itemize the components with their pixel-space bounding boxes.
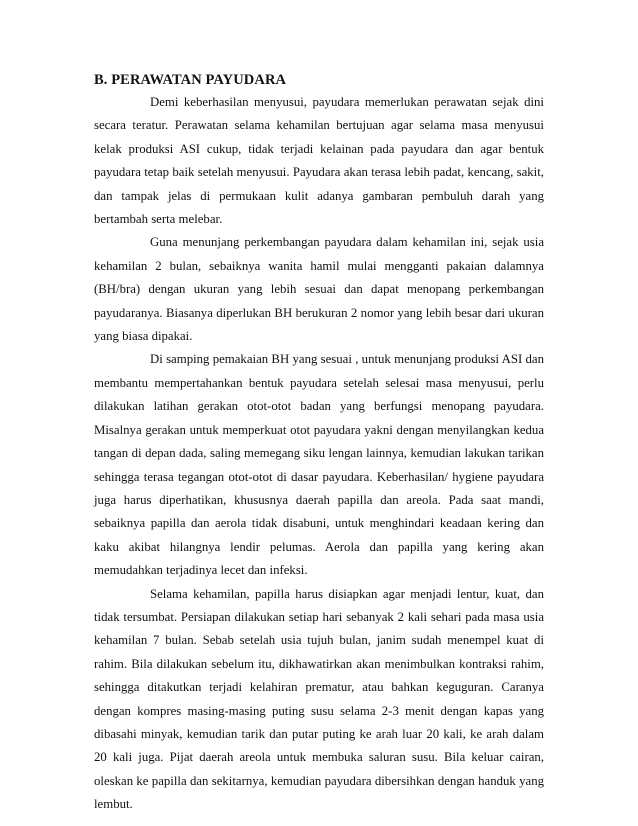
paragraph-2: Guna menunjang perkembangan payudara dalam kehamilan ini, sejak usia kehamilan 2 bulan, sebaiknya wanita hamil mulai mengganti pakaian dalamnya (BH/bra) dengan ukuran yang lebih sesuai dan dapat menopang perkembangan payudaranya. Biasanya diperlukan BH berukuran 2 nomor yang lebih besar dari ukuran yang biasa dipakai. bbox=[94, 235, 544, 344]
paragraph-1: Demi keberhasilan menyusui, payudara memerlukan perawatan sejak dini secara teratur. Perawatan selama kehamilan bertujuan agar selama masa menyusui kelak produksi ASI cukup, tidak terjadi kelainan pada payudara dan agar bentuk payudara tetap baik setelah menyusui. Payudara akan terasa lebih padat, kencang, sakit, dan tampak jelas di permukaan kulit adanya gambaran pembuluh darah yang bertambah serta melebar. bbox=[94, 95, 544, 227]
paragraph-4: Selama kehamilan, papilla harus disiapkan agar menjadi lentur, kuat, dan tidak tersumbat. Persiapan dilakukan setiap hari sebanyak 2 kali sehari pada masa usia kehamilan 7 bulan. Sebab setelah usia tujuh bulan, janim sudah menempel kuat di rahim. Bila dilakukan sebelum itu, dikhawatirkan akan menimbulkan kontraksi rahim, sehingga ditakutkan terjadi kelahiran prematur, atau bahkan keguguran. Caranya dengan kompres masing-masing puting susu selama 2-3 menit dengan kapas yang dibasahi minyak, kemudian tarik dan putar puting ke arah luar 20 kali, ke arah dalam 20 kali juga. Pijat daerah areola untuk membuka saluran susu. Bila keluar cairan, oleskan ke papilla dan sekitarnya, kemudian payudara dibersihkan dengan handuk yang lembut. bbox=[94, 586, 544, 812]
section-heading: B. PERAWATAN PAYUDARA bbox=[94, 72, 287, 88]
document-body bbox=[94, 66, 544, 817]
paragraph-3: Di samping pemakaian BH yang sesuai , untuk menunjang produksi ASI dan membantu mempertahankan bentuk payudara setelah selesai masa menyusui, perlu dilakukan latihan gerakan otot-otot badan yang berfungsi menopang payudara. Misalnya gerakan untuk memperkuat otot payudara yakni dengan menyilangkan kedua tangan di depan dada, saling memegang siku lengan lainnya, kemudian lakukan tarikan sehingga terasa tegangan otot-otot di dasar payudara. Keberhasilan/ hygiene payudara juga harus diperhatikan, khususnya daerah papilla dan areola. Pada saat mandi, sebaiknya papilla dan aerola tidak disabuni, untuk menghindari keadaan kering dan kaku akibat hilangnya lendir pelumas. Aerola dan papilla yang kering akan memudahkan terjadinya lecet dan infeksi. bbox=[94, 352, 544, 578]
